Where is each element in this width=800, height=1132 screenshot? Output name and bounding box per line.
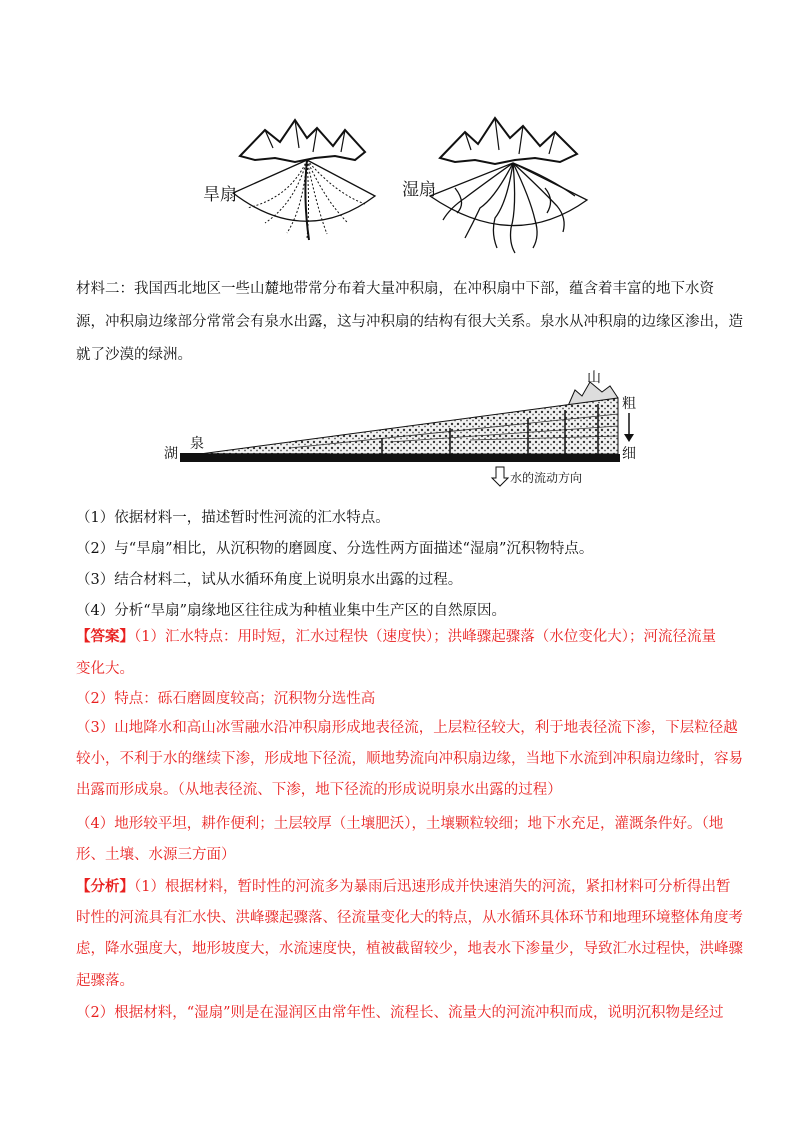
answer-line: 变化大。 <box>76 661 134 677</box>
question-4: （4）分析“旱扇”扇缘地区往往成为种植业集中生产区的自然原因。 <box>76 603 507 619</box>
answer-line: （2）特点：砾石磨圆度较高；沉积物分选性高 <box>76 691 376 707</box>
question-2: （2）与“旱扇”相比，从沉积物的磨圆度、分选性两方面描述“湿扇”沉积物特点。 <box>76 541 594 557</box>
answer-tag: 【答案】 <box>76 628 134 645</box>
answer-line: （3）山地降水和高山冰雪融水沿冲积扇形成地表径流，上层粒径较大，利于地表径流下渗，下层粒径越 <box>76 720 738 736</box>
analysis-first-line <box>76 877 740 897</box>
wet-fan-label: 湿扇 <box>402 180 436 200</box>
answer-line-0: （1）汇水特点：用时短，汇水过程快（速度快）；洪峰骤起骤落（水位变化大）；河流径流量 <box>134 629 716 645</box>
material2-line-3: 就了沙漠的绿洲。 <box>76 347 192 363</box>
fine-label: 细 <box>622 446 636 462</box>
analysis-line: 虑，降水强度大，地形坡度大，水流速度快，植被截留较少，地表水下渗量少，导致汇水过程快，洪峰骤 <box>76 941 743 957</box>
analysis-tag: 【分析】 <box>76 878 134 895</box>
right-mountain <box>440 118 577 164</box>
fan-wedge <box>200 398 618 454</box>
answer-line: 形、土壤、水源三方面） <box>76 847 236 863</box>
left-mountain <box>240 120 365 162</box>
answer-line: 较小，不利于水的继续下渗，形成地下径流，顺地势流向冲积扇边缘，当地下水流到冲积扇边缘时，容易 <box>76 751 743 767</box>
analysis-line: 起骤落。 <box>76 973 134 989</box>
fan-cross-section-figure <box>150 368 650 493</box>
flow-direction-label: 水的流动方向 <box>510 471 583 485</box>
dry-fan-label: 旱扇 <box>203 185 237 205</box>
answer-line: 出露而形成泉。（从地表径流、下渗，地下径流的形成说明泉水出露的过程） <box>76 782 562 798</box>
question-1: （1）依据材料一，描述暂时性河流的汇水特点。 <box>76 510 390 526</box>
coarse-label: 粗 <box>622 396 636 412</box>
mountain-label: 山 <box>587 370 601 386</box>
spring-label: 泉 <box>190 436 204 452</box>
question-3: （3）结合材料二，试从水循环角度上说明泉水出露的过程。 <box>76 572 463 588</box>
lake-label: 湖 <box>164 446 178 462</box>
material2-line-2: 源，冲积扇边缘部分常常会有泉水出露，这与冲积扇的结构有很大关系。泉水从冲积扇的边缘区渗出，造 <box>76 314 743 330</box>
alluvial-fan-figure <box>195 108 595 263</box>
analysis-line: 时性的河流具有汇水快、洪峰骤起骤落、径流量变化大的特点，从水循环具体环节和地理环境整体角度考 <box>76 910 743 926</box>
analysis-line-0: （1）根据材料，暂时性的河流多为暴雨后迅速形成并快速消失的河流，紧扣材料可分析得出暂 <box>134 879 731 895</box>
analysis-line: （2）根据材料，“湿扇”则是在湿润区由常年性、流程长、流量大的河流冲积而成，说明沉积物是经过 <box>76 1005 724 1021</box>
answer-line: （4）地形较平坦，耕作便利；土层较厚（土壤肥沃），土壤颗粒较细；地下水充足，灌溉条件好。（地 <box>76 816 724 832</box>
answer-first-line <box>76 627 740 647</box>
flow-arrow-icon <box>492 467 508 486</box>
material2-line-1: 材料二：我国西北地区一些山麓地带常分布着大量冲积扇，在冲积扇中下部，蕴含着丰富的地下水资 <box>76 281 714 297</box>
